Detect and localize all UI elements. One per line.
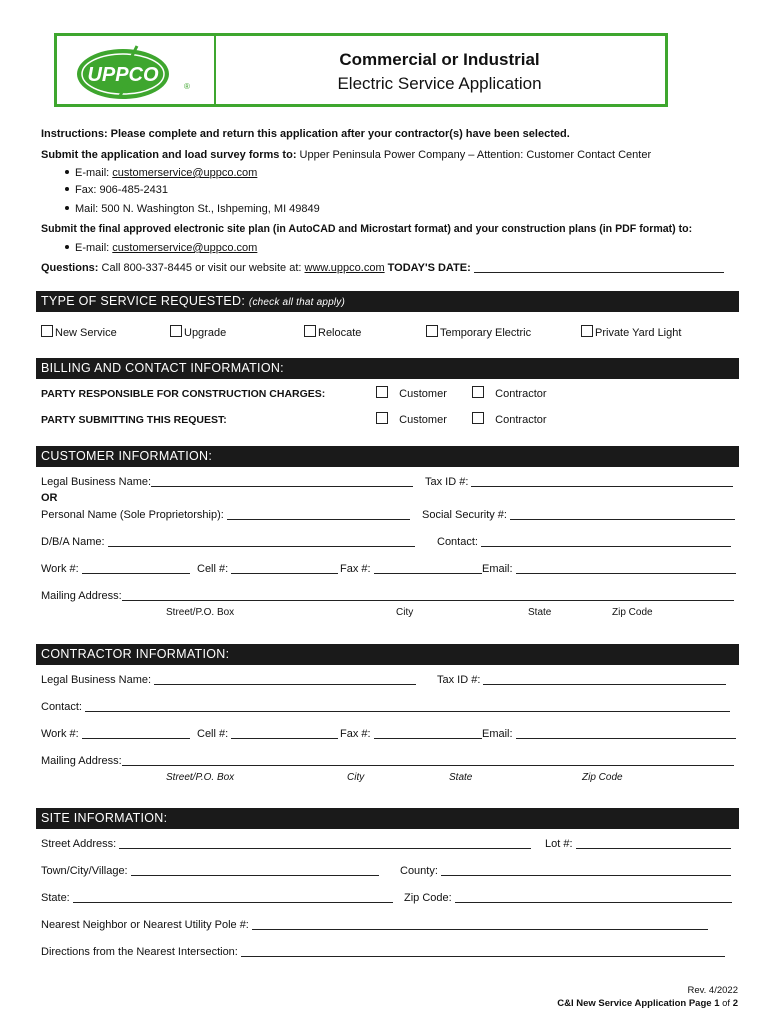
service-type-header bbox=[36, 291, 739, 312]
field-label: County: bbox=[400, 865, 438, 877]
bullet-icon bbox=[65, 187, 69, 191]
mail-text: Mail: 500 N. Washington St., Ishpeming, MI 49849 bbox=[75, 203, 320, 215]
logo-text: UPPCO bbox=[87, 64, 159, 86]
customer-title: CUSTOMER INFORMATION: bbox=[41, 449, 213, 463]
cust-work-row bbox=[41, 563, 190, 575]
cust-zip-caption: Zip Code bbox=[612, 607, 653, 618]
field-label: Work #: bbox=[41, 728, 79, 740]
field-label: Email: bbox=[482, 563, 513, 575]
con-work-row bbox=[41, 728, 190, 740]
questions-text: Call 800-337-8445 or visit our website at: bbox=[98, 262, 305, 274]
field-label: State: bbox=[41, 892, 70, 904]
title-line-2: Electric Service Application bbox=[337, 74, 542, 93]
con-tax-id-row bbox=[437, 674, 726, 686]
bullet-icon bbox=[65, 170, 69, 174]
con-tax-id-input[interactable] bbox=[483, 674, 726, 685]
con-cell-input[interactable] bbox=[231, 728, 338, 739]
billing-header bbox=[36, 358, 739, 379]
option-private-yard-light[interactable] bbox=[581, 325, 681, 339]
submitting-contractor[interactable] bbox=[472, 412, 547, 426]
today-date-field[interactable] bbox=[474, 262, 724, 273]
cust-ssn-input[interactable] bbox=[510, 509, 735, 520]
con-email-row bbox=[482, 728, 736, 740]
option-label: Temporary Electric bbox=[440, 327, 532, 339]
cust-mailing-row bbox=[41, 590, 734, 602]
submit-text: Upper Peninsula Power Company – Attention: Customer Contact Center bbox=[296, 149, 652, 161]
site-county-row bbox=[400, 865, 731, 877]
cust-email-row bbox=[482, 563, 736, 575]
site-street-row bbox=[41, 838, 531, 850]
final-plans-line: Submit the final approved electronic site plan (in AutoCAD and Microstart format) and your construction plans (in PDF format) to: bbox=[41, 223, 693, 235]
cust-personal-name-input[interactable] bbox=[227, 509, 410, 520]
responsible-contractor[interactable] bbox=[472, 386, 547, 400]
site-title: SITE INFORMATION: bbox=[41, 811, 168, 825]
site-neighbor-input[interactable] bbox=[252, 919, 708, 930]
cust-cell-input[interactable] bbox=[231, 563, 338, 574]
con-mailing-input[interactable] bbox=[122, 755, 734, 766]
con-zip-caption: Zip Code bbox=[582, 772, 623, 783]
cust-cell-row bbox=[197, 563, 338, 575]
field-label: Town/City/Village: bbox=[41, 865, 128, 877]
service-type-title: TYPE OF SERVICE REQUESTED: bbox=[41, 294, 246, 308]
bullet-icon bbox=[65, 245, 69, 249]
site-town-input[interactable] bbox=[131, 865, 379, 876]
field-label: Street Address: bbox=[41, 838, 117, 850]
site-neighbor-row bbox=[41, 919, 708, 931]
cust-mailing-input[interactable] bbox=[122, 590, 734, 601]
page-footer bbox=[557, 998, 738, 1009]
site-zip-row bbox=[404, 892, 732, 904]
site-lot-input[interactable] bbox=[576, 838, 731, 849]
customer-header bbox=[36, 446, 739, 467]
page-label: C&I New Service Application Page bbox=[557, 998, 715, 1009]
field-label: Cell #: bbox=[197, 728, 229, 740]
checkbox[interactable] bbox=[376, 386, 388, 398]
field-label: Nearest Neighbor or Nearest Utility Pole #: bbox=[41, 919, 249, 931]
cust-street-caption: Street/P.O. Box bbox=[166, 607, 235, 618]
contractor-title: CONTRACTOR INFORMATION: bbox=[41, 647, 230, 661]
option-label: Contractor bbox=[495, 414, 547, 426]
site-lot-row bbox=[545, 838, 731, 850]
fax-text: Fax: 906-485-2431 bbox=[75, 184, 168, 196]
cust-fax-row bbox=[340, 563, 482, 575]
questions-line bbox=[41, 262, 724, 274]
field-label: D/B/A Name: bbox=[41, 536, 105, 548]
bullet-email bbox=[65, 167, 257, 179]
cust-tax-id-input[interactable] bbox=[471, 476, 733, 487]
site-zip-input[interactable] bbox=[455, 892, 732, 903]
site-town-row bbox=[41, 865, 379, 877]
title-area bbox=[214, 36, 665, 104]
email-link[interactable]: customerservice@uppco.com bbox=[112, 167, 258, 179]
field-label: Fax #: bbox=[340, 563, 371, 575]
con-contact-input[interactable] bbox=[85, 701, 730, 712]
field-label: Tax ID #: bbox=[425, 476, 469, 488]
con-legal-business-row bbox=[41, 674, 416, 686]
field-label: Email: bbox=[482, 728, 513, 740]
site-directions-row bbox=[41, 946, 725, 958]
option-label: Customer bbox=[399, 414, 447, 426]
field-label: Contact: bbox=[41, 701, 82, 713]
site-directions-input[interactable] bbox=[241, 946, 725, 957]
revision-label: Rev. 4/2022 bbox=[687, 985, 738, 996]
con-mailing-row bbox=[41, 755, 734, 767]
con-fax-input[interactable] bbox=[374, 728, 482, 739]
field-label: Lot #: bbox=[545, 838, 573, 850]
page-total: 2 bbox=[732, 998, 738, 1009]
cust-contact-input[interactable] bbox=[481, 536, 731, 547]
option-label: Relocate bbox=[318, 327, 362, 339]
field-label: Legal Business Name: bbox=[41, 674, 152, 686]
billing-title: BILLING AND CONTACT INFORMATION: bbox=[41, 361, 284, 375]
logo-area bbox=[57, 36, 216, 104]
instructions-line: Instructions: Please complete and return this application after your contractor(s) have been selected. bbox=[41, 128, 570, 140]
con-contact-row bbox=[41, 701, 730, 713]
cust-dba-row bbox=[41, 536, 415, 548]
page-of: of bbox=[719, 998, 733, 1009]
field-label: Mailing Address: bbox=[41, 590, 122, 602]
uppco-logo bbox=[57, 36, 214, 104]
con-fax-row bbox=[340, 728, 482, 740]
checkbox[interactable] bbox=[472, 386, 484, 398]
cust-dba-input[interactable] bbox=[108, 536, 415, 547]
option-label: Customer bbox=[399, 388, 447, 400]
option-relocate[interactable] bbox=[304, 325, 361, 339]
field-label: Zip Code: bbox=[404, 892, 452, 904]
checkbox[interactable] bbox=[170, 325, 182, 337]
field-label: Work #: bbox=[41, 563, 79, 575]
checkbox[interactable] bbox=[472, 412, 484, 424]
field-label: Tax ID #: bbox=[437, 674, 481, 686]
con-state-caption: State bbox=[449, 772, 473, 783]
field-label: Directions from the Nearest Intersection: bbox=[41, 946, 238, 958]
party-responsible-label: PARTY RESPONSIBLE FOR CONSTRUCTION CHARGES: bbox=[41, 388, 326, 400]
field-label: Social Security #: bbox=[422, 509, 507, 521]
field-label: Fax #: bbox=[340, 728, 371, 740]
con-legal-business-input[interactable] bbox=[154, 674, 416, 685]
checkbox[interactable] bbox=[304, 325, 316, 337]
cust-legal-business-row bbox=[41, 476, 413, 488]
checkbox[interactable] bbox=[581, 325, 593, 337]
checkbox[interactable] bbox=[376, 412, 388, 424]
option-temporary-electric[interactable] bbox=[426, 325, 531, 339]
cust-work-input[interactable] bbox=[82, 563, 190, 574]
field-label: Personal Name (Sole Proprietorship): bbox=[41, 509, 224, 521]
cust-city-caption: City bbox=[396, 607, 414, 618]
site-state-row bbox=[41, 892, 393, 904]
cust-ssn-row bbox=[422, 509, 735, 521]
site-header bbox=[36, 808, 739, 829]
email-label-2: E-mail: bbox=[75, 242, 113, 254]
page-number: 1 bbox=[714, 998, 720, 1009]
option-label: Upgrade bbox=[184, 327, 227, 339]
cust-tax-id-row bbox=[425, 476, 733, 488]
email-label: E-mail: bbox=[75, 167, 113, 179]
or-label: OR bbox=[41, 492, 58, 504]
email-link-2[interactable]: customerservice@uppco.com bbox=[112, 242, 258, 254]
cust-personal-name-row bbox=[41, 509, 410, 521]
cust-email-input[interactable] bbox=[516, 563, 736, 574]
con-work-input[interactable] bbox=[82, 728, 190, 739]
option-label: Contractor bbox=[495, 388, 547, 400]
cust-legal-business-input[interactable] bbox=[151, 476, 413, 487]
contractor-header bbox=[36, 644, 739, 665]
header-box bbox=[54, 33, 668, 107]
service-type-hint: (check all that apply) bbox=[248, 297, 346, 308]
bullet-fax bbox=[65, 184, 168, 196]
website-link[interactable]: www.uppco.com bbox=[304, 262, 385, 274]
today-date-label: TODAY'S DATE: bbox=[384, 262, 471, 274]
site-street-input[interactable] bbox=[119, 838, 531, 849]
title-line-1: Commercial or Industrial bbox=[339, 50, 540, 69]
field-label: Cell #: bbox=[197, 563, 229, 575]
questions-label: Questions: bbox=[41, 262, 99, 274]
site-county-input[interactable] bbox=[441, 865, 731, 876]
con-cell-row bbox=[197, 728, 338, 740]
bullet-icon bbox=[65, 206, 69, 210]
bullet-email-2 bbox=[65, 242, 257, 254]
checkbox[interactable] bbox=[41, 325, 53, 337]
site-state-input[interactable] bbox=[73, 892, 393, 903]
party-submitting-label: PARTY SUBMITTING THIS REQUEST: bbox=[41, 414, 227, 426]
con-city-caption: City bbox=[347, 772, 365, 783]
submit-label: Submit the application and load survey forms to: bbox=[41, 149, 297, 161]
cust-contact-row bbox=[437, 536, 731, 548]
submitting-customer[interactable] bbox=[376, 412, 447, 426]
responsible-customer[interactable] bbox=[376, 386, 447, 400]
con-email-input[interactable] bbox=[516, 728, 736, 739]
submit-line bbox=[41, 149, 651, 161]
registered-mark: ® bbox=[184, 82, 190, 91]
option-new-service[interactable] bbox=[41, 325, 117, 339]
con-street-caption: Street/P.O. Box bbox=[166, 772, 235, 783]
option-upgrade[interactable] bbox=[170, 325, 226, 339]
field-label: Contact: bbox=[437, 536, 478, 548]
option-label: Private Yard Light bbox=[595, 327, 682, 339]
field-label: Legal Business Name: bbox=[41, 476, 152, 488]
option-label: New Service bbox=[55, 327, 117, 339]
bullet-mail bbox=[65, 203, 320, 215]
cust-fax-input[interactable] bbox=[374, 563, 482, 574]
checkbox[interactable] bbox=[426, 325, 438, 337]
field-label: Mailing Address: bbox=[41, 755, 122, 767]
cust-state-caption: State bbox=[528, 607, 552, 618]
